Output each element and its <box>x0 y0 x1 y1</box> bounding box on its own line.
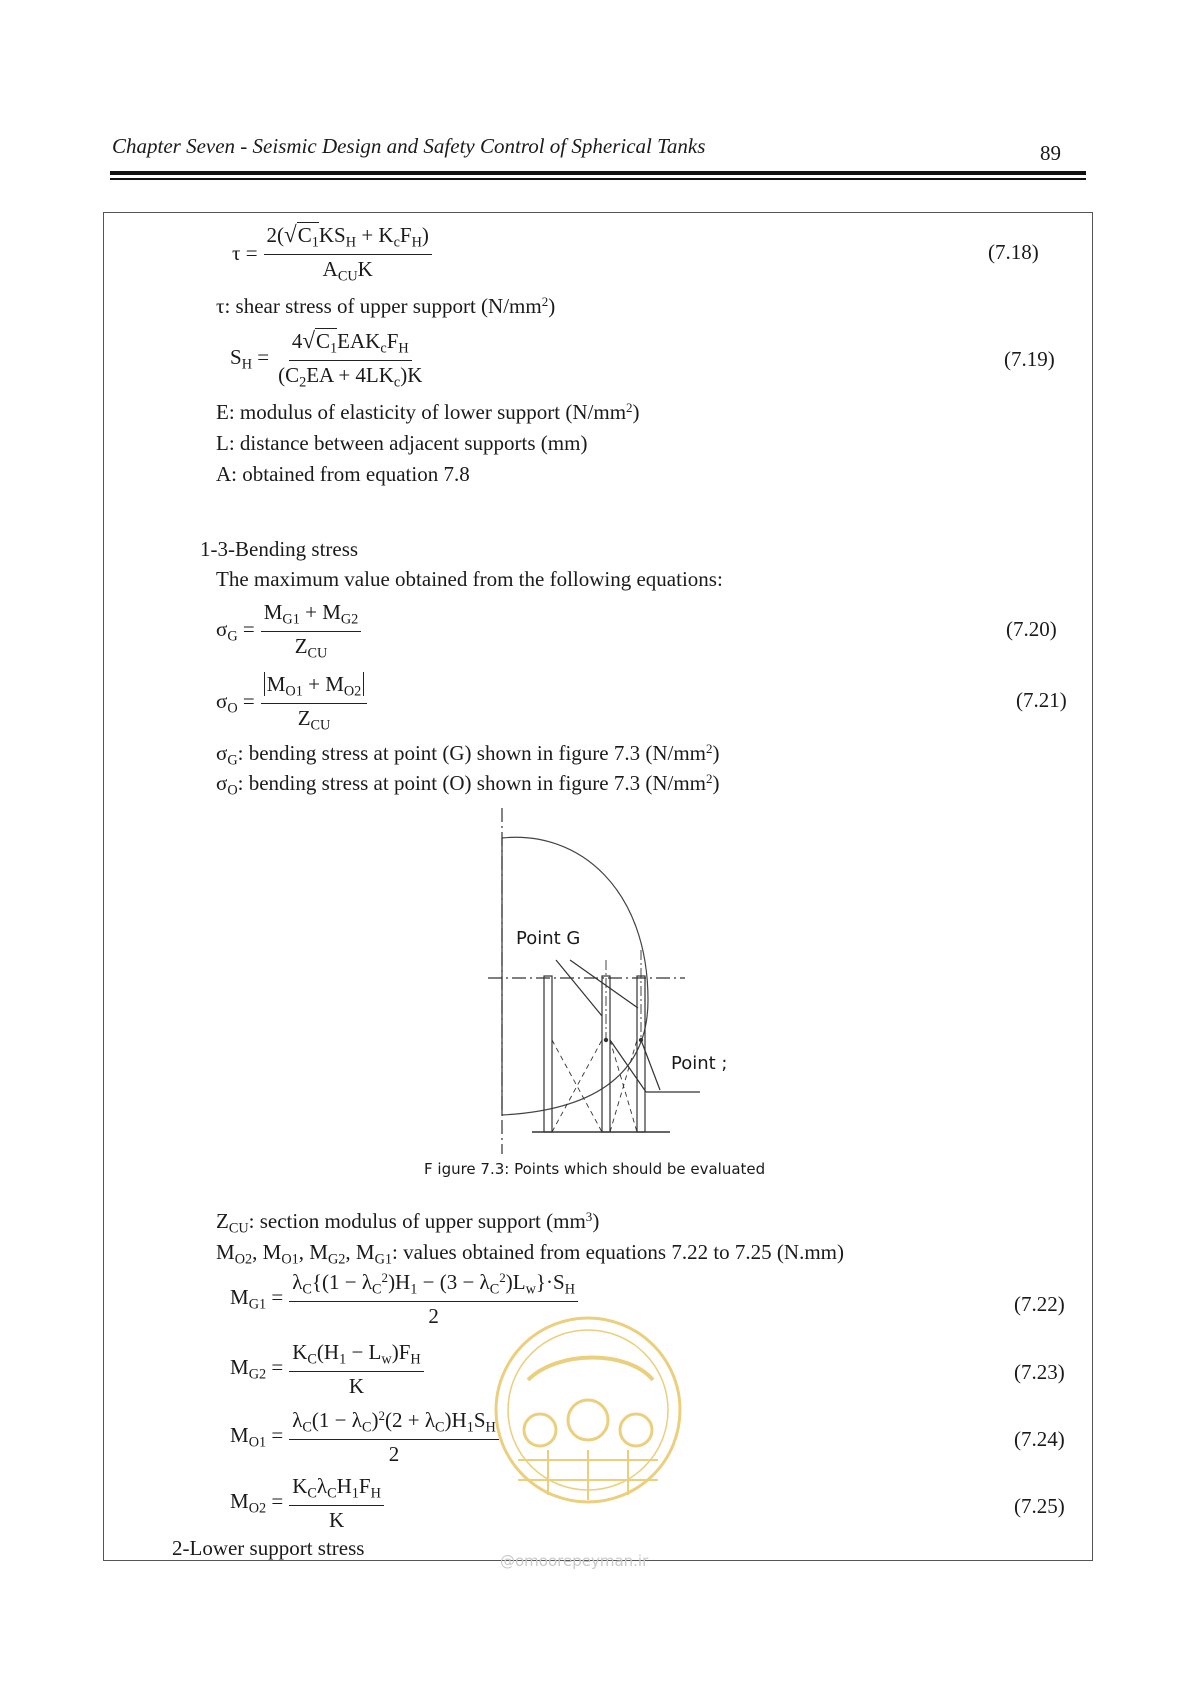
eq-sub: CU <box>337 268 358 285</box>
def-sup: 2 <box>706 741 713 756</box>
eq-term: ) <box>421 223 429 247</box>
eq-sub: G1 <box>282 611 300 628</box>
eq-lhs <box>230 1489 283 1518</box>
equation-7-19 <box>230 327 425 391</box>
eq-term: σ <box>216 688 228 713</box>
eq-term: Z <box>294 633 308 658</box>
def-text: ) <box>592 1209 600 1234</box>
eq-numerator <box>289 1340 423 1372</box>
leader-line-o <box>641 1040 660 1090</box>
eq-denominator <box>295 704 334 735</box>
def-sub: G1 <box>374 1251 392 1268</box>
eq-sub: C <box>302 1281 312 1298</box>
equation-number-7-25: (7.25) <box>1014 1494 1065 1518</box>
eq-term: K <box>357 256 373 281</box>
eq-sub: G <box>227 628 238 645</box>
equation-number-7-22: (7.22) <box>1014 1292 1065 1316</box>
eq-term: C <box>316 329 331 353</box>
eq-term: F <box>399 223 412 247</box>
eq-term: + M <box>302 672 344 696</box>
eq-sub: 1 <box>330 340 338 357</box>
eq-sub: 2 <box>299 374 307 391</box>
eq-denominator: 2 <box>428 1303 439 1328</box>
eq-term: C <box>297 223 312 247</box>
figure-caption: F igure 7.3: Points which should be evaluated <box>424 1160 766 1178</box>
def-text: : values obtained from equations 7.22 to 7.25 (N.mm) <box>392 1240 845 1264</box>
eq-sub: 1 <box>311 234 319 251</box>
eq-sub: C <box>372 1281 382 1298</box>
eq-term: H <box>336 1474 352 1498</box>
eq-sub: C <box>361 1419 372 1436</box>
eq-term: S <box>230 344 242 369</box>
eq-term: (1 − λ <box>311 1408 362 1433</box>
def-sup: 3 <box>585 1209 593 1224</box>
eq-term: (2 + λ <box>384 1408 436 1433</box>
equation-7-24 <box>230 1408 499 1467</box>
eq-term: F <box>386 329 399 353</box>
eq-lhs <box>216 617 255 646</box>
eq-term: A <box>322 256 338 281</box>
eq-term: )L <box>505 1270 526 1295</box>
tau-definition <box>216 294 555 319</box>
def-text: M <box>216 1240 235 1264</box>
eq-term: 4 <box>291 329 303 353</box>
eq-sub: w <box>381 1351 392 1368</box>
e-definition <box>216 400 640 425</box>
def-sup: 2 <box>541 294 549 309</box>
watermark-logo <box>485 1310 688 1560</box>
def-sub: CU <box>228 1220 249 1237</box>
eq-sub: H <box>485 1419 496 1436</box>
def-text: ) <box>712 741 720 766</box>
eq-sub: G2 <box>340 611 359 628</box>
equation-number-7-20: (7.20) <box>1006 617 1057 641</box>
eq-fraction <box>261 600 362 662</box>
eq-numerator <box>289 1474 384 1506</box>
eq-term: 2( <box>266 223 285 247</box>
eq-sub: H <box>345 234 357 251</box>
def-text: : section modulus of upper support (mm <box>248 1209 586 1234</box>
def-text: : bending stress at point (O) shown in figure 7.3 (N/mm <box>237 771 706 796</box>
eq-term: Z <box>297 705 311 730</box>
eq-sub: O2 <box>343 683 362 700</box>
eq-numerator: $2(√C_1KS_H + K_cF_H)$ <box>264 221 432 255</box>
sigma-o-definition <box>216 771 720 800</box>
equation-number-7-19: (7.19) <box>1004 347 1055 371</box>
eq-term: M <box>230 1355 249 1379</box>
eq-fraction <box>261 672 368 734</box>
eq-term: )F <box>391 1340 411 1364</box>
eq-term: (C <box>278 362 300 387</box>
def-text: σ <box>216 741 228 766</box>
eq-fraction <box>289 1340 423 1399</box>
eq-term: = <box>266 1285 284 1310</box>
eq-sub: 1 <box>410 1281 418 1298</box>
eq-sub: 1 <box>466 1419 474 1436</box>
eq-term: = <box>252 344 270 369</box>
leader-line-g <box>556 960 602 1016</box>
eq-term: S <box>473 1408 486 1433</box>
eq-term: }·S <box>535 1270 565 1295</box>
tank-shell <box>502 837 648 1115</box>
equation-7-21 <box>216 672 367 734</box>
def-text: , M <box>345 1240 375 1264</box>
def-text: ) <box>548 294 556 319</box>
bracing <box>552 1040 637 1132</box>
eq-term: M <box>263 600 283 624</box>
def-text: ) <box>632 400 640 425</box>
eq-term: )H <box>388 1270 411 1295</box>
eq-fraction <box>289 1270 578 1329</box>
eq-term: − (3 − λ <box>417 1270 490 1295</box>
watermark-text: @omoorepeyman.ir <box>500 1552 649 1570</box>
eq-term: M <box>266 672 286 696</box>
eq-sup: 2 <box>499 1270 506 1285</box>
def-text: : bending stress at point (G) shown in figure 7.3 (N/mm <box>237 741 706 766</box>
eq-sub: H <box>410 1351 421 1368</box>
eq-sub: H <box>241 356 252 373</box>
eq-term: λ <box>292 1270 303 1295</box>
eq-sub: c <box>393 374 401 391</box>
header-rule-thick <box>110 171 1086 175</box>
a-definition: A: obtained from equation 7.8 <box>216 462 470 486</box>
eq-sub: C <box>489 1281 500 1298</box>
def-sub: G <box>227 752 238 769</box>
zcu-definition <box>216 1209 599 1238</box>
eq-term: M <box>230 1489 249 1513</box>
eq-term: EAK <box>337 329 381 353</box>
eq-sub: C <box>327 1485 337 1502</box>
eq-sub: H <box>370 1485 381 1502</box>
def-sub: G2 <box>327 1251 346 1268</box>
eq-term: ) <box>371 1408 379 1433</box>
eq-numerator <box>261 672 368 704</box>
eq-numerator: $4√C_1EAK_cF_H$ <box>289 327 412 361</box>
eq-denominator <box>320 255 376 286</box>
bending-intro: The maximum value obtained from the following equations: <box>216 567 723 591</box>
eq-fraction <box>289 1474 384 1533</box>
eq-term: = <box>237 616 255 641</box>
def-sup: 2 <box>706 771 713 786</box>
equation-number-7-23: (7.23) <box>1014 1360 1065 1384</box>
def-text: , M <box>252 1240 282 1264</box>
eq-term: EA + 4LK <box>306 362 394 387</box>
eq-sub: C <box>435 1419 445 1436</box>
eq-term: λ <box>316 1474 328 1498</box>
eq-sub: H <box>398 340 409 357</box>
eq-denominator: K <box>348 1373 365 1398</box>
figure-7-3-drawing <box>470 800 700 1160</box>
eq-sub: G2 <box>248 1366 267 1383</box>
def-sup: 2 <box>626 400 633 415</box>
eq-sub: O1 <box>285 683 303 700</box>
eq-sub: O <box>227 700 238 717</box>
eq-sub: C <box>307 1485 317 1502</box>
lower-support-heading: 2-Lower support stress <box>172 1536 365 1560</box>
equation-7-20 <box>216 600 361 662</box>
moment-list-definition <box>216 1240 844 1269</box>
leader-line-o <box>610 1040 646 1092</box>
eq-denominator <box>292 632 331 663</box>
eq-term: = <box>266 1355 284 1379</box>
eq-fraction <box>264 221 432 285</box>
sigma-g-definition <box>216 741 720 770</box>
leader-line-g <box>570 960 638 1008</box>
eq-term: )H <box>444 1408 467 1433</box>
eq-numerator <box>289 1408 499 1440</box>
eq-term: − L <box>346 1340 382 1364</box>
equation-7-25 <box>230 1474 384 1533</box>
eq-fraction <box>289 1408 499 1467</box>
eq-lhs <box>230 1423 283 1452</box>
eq-term: KS <box>318 223 346 247</box>
eq-lhs <box>230 1285 283 1314</box>
eq-term: = <box>237 688 255 713</box>
eq-denominator: 2 <box>388 1441 400 1466</box>
equation-7-23 <box>230 1340 424 1399</box>
eq-term: + M <box>299 600 341 624</box>
eq-sub: c <box>393 234 400 251</box>
equation-number-7-21: (7.21) <box>1016 688 1067 712</box>
eq-term: F <box>358 1474 371 1498</box>
eq-sub: CU <box>310 717 331 734</box>
eq-sub: c <box>380 340 387 357</box>
eq-denominator <box>275 361 425 392</box>
def-text: E: modulus of elasticity of lower support (N/mm <box>216 400 627 425</box>
equation-7-18 <box>232 221 432 285</box>
def-text: σ <box>216 771 228 796</box>
eq-lhs: τ = <box>232 240 258 265</box>
eq-term: = <box>266 1489 284 1513</box>
eq-lhs <box>230 345 269 374</box>
eq-term: K <box>292 1340 308 1364</box>
def-text: ) <box>712 771 720 796</box>
eq-sub: O1 <box>248 1434 267 1451</box>
eq-term: + K <box>356 223 394 247</box>
absolute-value <box>264 672 365 700</box>
def-sub: O2 <box>234 1251 253 1268</box>
eq-lhs <box>230 1355 283 1384</box>
eq-lhs <box>216 689 255 718</box>
eq-term: λ <box>292 1408 303 1433</box>
eq-sub: CU <box>307 645 328 662</box>
eq-term: σ <box>216 616 228 641</box>
eq-sub: G1 <box>248 1296 267 1313</box>
def-sub: O <box>227 782 238 799</box>
equation-7-22 <box>230 1270 578 1329</box>
eq-term: {(1 − λ <box>311 1270 373 1295</box>
figure-label-point-o: Point ; <box>671 1053 728 1074</box>
eq-term: M <box>230 1423 249 1448</box>
eq-denominator: K <box>328 1507 345 1532</box>
eq-numerator <box>261 600 362 632</box>
def-text: τ: shear stress of upper support (N/mm <box>216 294 542 319</box>
def-sub: O1 <box>281 1251 299 1268</box>
eq-sub: w <box>525 1281 536 1298</box>
equation-number-7-24: (7.24) <box>1014 1427 1065 1451</box>
eq-sub: O2 <box>248 1500 267 1517</box>
eq-sup: 2 <box>381 1270 389 1285</box>
chapter-title: Chapter Seven - Seismic Design and Safety Control of Spherical Tanks <box>112 134 706 158</box>
eq-sup: 2 <box>378 1408 385 1423</box>
figure-label-point-g: Point G <box>516 928 581 949</box>
eq-sub: 1 <box>351 1485 359 1502</box>
eq-sub: H <box>411 234 422 251</box>
equation-number-7-18: (7.18) <box>988 240 1039 264</box>
page-number: 89 <box>1040 141 1061 165</box>
eq-term: = <box>266 1423 284 1448</box>
eq-sub: C <box>302 1419 312 1436</box>
eq-term: )K <box>400 362 423 387</box>
eq-sub: C <box>307 1351 317 1368</box>
eq-numerator <box>289 1270 578 1302</box>
eq-term: K <box>292 1474 308 1498</box>
def-text: Z <box>216 1209 229 1234</box>
eq-sub: H <box>564 1281 575 1298</box>
eq-term: (H <box>316 1340 340 1364</box>
eq-term: M <box>230 1285 249 1310</box>
header-rule-thin <box>110 178 1086 180</box>
eq-sub: 1 <box>339 1351 347 1368</box>
l-definition: L: distance between adjacent supports (mm) <box>216 431 588 455</box>
bending-heading: 1-3-Bending stress <box>200 537 359 561</box>
def-text: , M <box>298 1240 328 1264</box>
eq-fraction <box>275 327 425 391</box>
